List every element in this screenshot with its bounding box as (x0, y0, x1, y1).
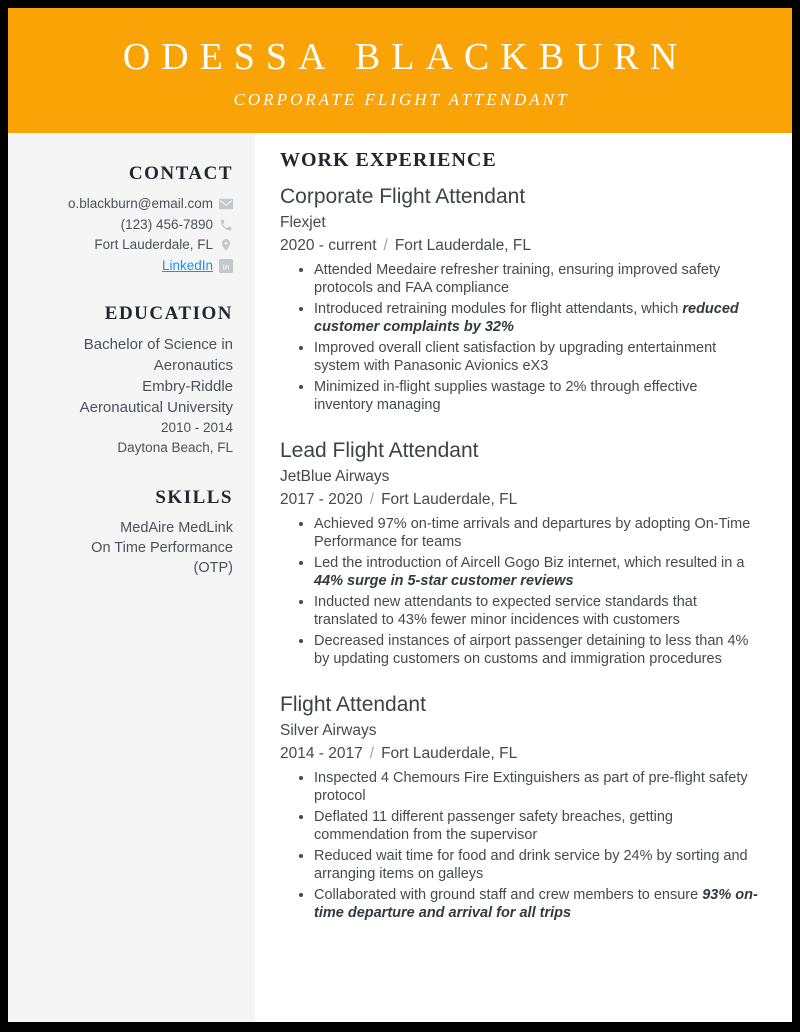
linkedin-icon (219, 259, 233, 273)
skill-item: On Time Performance (OTP) (91, 540, 233, 576)
bullet-item: • Inspected 4 Chemours Fire Extinguishers as part of pre-flight safety protocol (314, 770, 760, 805)
bullet-item: • Collaborated with ground staff and crew members to ensure 93% on-time departure and arrival for all trips (314, 887, 760, 922)
job-dates: 2020 - current (280, 237, 377, 254)
linkedin-link[interactable]: LinkedIn (161, 257, 213, 273)
job-location: Fort Lauderdale, FL (394, 237, 531, 254)
job-meta (280, 489, 764, 510)
job-list (280, 184, 764, 922)
content-columns (8, 133, 792, 1022)
job-entry (280, 184, 764, 414)
education-section (20, 303, 233, 458)
meta-separator: / (369, 745, 375, 762)
education-heading: EDUCATION (104, 303, 233, 324)
job-meta (280, 235, 764, 256)
phone-icon (219, 218, 233, 232)
work-experience-column (255, 133, 792, 1022)
job-title: Flight Attendant (280, 693, 426, 716)
education-school: Embry-Riddle Aeronautical University (79, 378, 233, 416)
contact-phone-row (20, 215, 233, 236)
bullet-item: • Introduced retraining modules for flight attendants, which reduced customer complaints by 32% (314, 301, 760, 336)
job-company: JetBlue Airways (280, 468, 390, 485)
job-company: Flexjet (280, 214, 326, 231)
job-subtitle: CORPORATE FLIGHT ATTENDANT (233, 90, 570, 109)
bullet-item: • Attended Meedaire refresher training, ensuring improved safety protocols and FAA compliance (314, 262, 760, 297)
contact-email-row (20, 194, 233, 215)
contact-heading: CONTACT (128, 163, 233, 184)
contact-linkedin-row (20, 256, 233, 277)
education-dates: 2010 - 2014 (160, 420, 233, 435)
work-experience-heading: WORK EXPERIENCE (280, 149, 497, 171)
bullet-item: • Improved overall client satisfaction by upgrading entertainment system with Panasonic Avionics eX3 (314, 340, 760, 375)
job-bullets (280, 770, 760, 922)
bullet-item: • Reduced wait time for food and drink service by 24% by sorting and arranging items on galleys (314, 848, 760, 883)
location-pin-icon (219, 238, 233, 252)
job-title: Lead Flight Attendant (280, 439, 479, 462)
job-entry (280, 692, 764, 922)
bullet-item: • Minimized in-flight supplies wastage to 2% through effective inventory managing (314, 379, 760, 414)
job-location: Fort Lauderdale, FL (381, 491, 518, 508)
job-bullets (280, 516, 760, 668)
bullet-item: • Deflated 11 different passenger safety breaches, getting commendation from the supervisor (314, 809, 760, 844)
contact-phone: (123) 456-7890 (120, 216, 213, 232)
job-dates: 2014 - 2017 (280, 745, 363, 762)
job-entry (280, 438, 764, 668)
meta-separator: / (369, 491, 375, 508)
svg-text:in: in (222, 262, 230, 272)
bullet-item: • Led the introduction of Aircell Gogo Biz internet, which resulted in a 44% surge in 5-star customer reviews (314, 555, 760, 590)
job-location: Fort Lauderdale, FL (381, 745, 518, 762)
job-bullets (280, 262, 760, 414)
education-degree: Bachelor of Science in Aeronautics (83, 336, 233, 374)
contact-email: o.blackburn@email.com (67, 196, 213, 211)
bullet-emphasis: reduced customer complaints by 32% (314, 301, 739, 335)
job-meta (280, 743, 764, 764)
meta-separator: / (383, 237, 388, 254)
contact-location: Fort Lauderdale, FL (94, 237, 213, 252)
header-banner (8, 8, 792, 133)
job-dates: 2017 - 2020 (280, 491, 363, 508)
envelope-icon (219, 197, 233, 211)
job-title: Corporate Flight Attendant (280, 185, 526, 208)
education-location: Daytona Beach, FL (117, 440, 233, 455)
contact-location-row (20, 235, 233, 256)
bullet-emphasis: 93% on-time departure and arrival for all trips (314, 887, 758, 921)
skills-heading: SKILLS (155, 487, 233, 508)
skills-section (20, 487, 233, 578)
job-company: Silver Airways (280, 722, 377, 739)
person-name: ODESSA BLACKBURN (122, 36, 689, 78)
skill-item: MedAire MedLink (120, 520, 233, 536)
bullet-emphasis: 44% surge in 5-star customer reviews (314, 572, 574, 589)
sidebar (8, 133, 255, 1022)
contact-section (20, 163, 233, 276)
bullet-item: • Achieved 97% on-time arrivals and departures by adopting On-Time Performance for teams (314, 516, 760, 551)
bullet-item: • Decreased instances of airport passenger detaining to less than 4% by updating customers on customs and immigration procedures (314, 633, 760, 668)
bullet-item: • Inducted new attendants to expected service standards that translated to 43% fewer minor incidences with customers (314, 594, 760, 629)
